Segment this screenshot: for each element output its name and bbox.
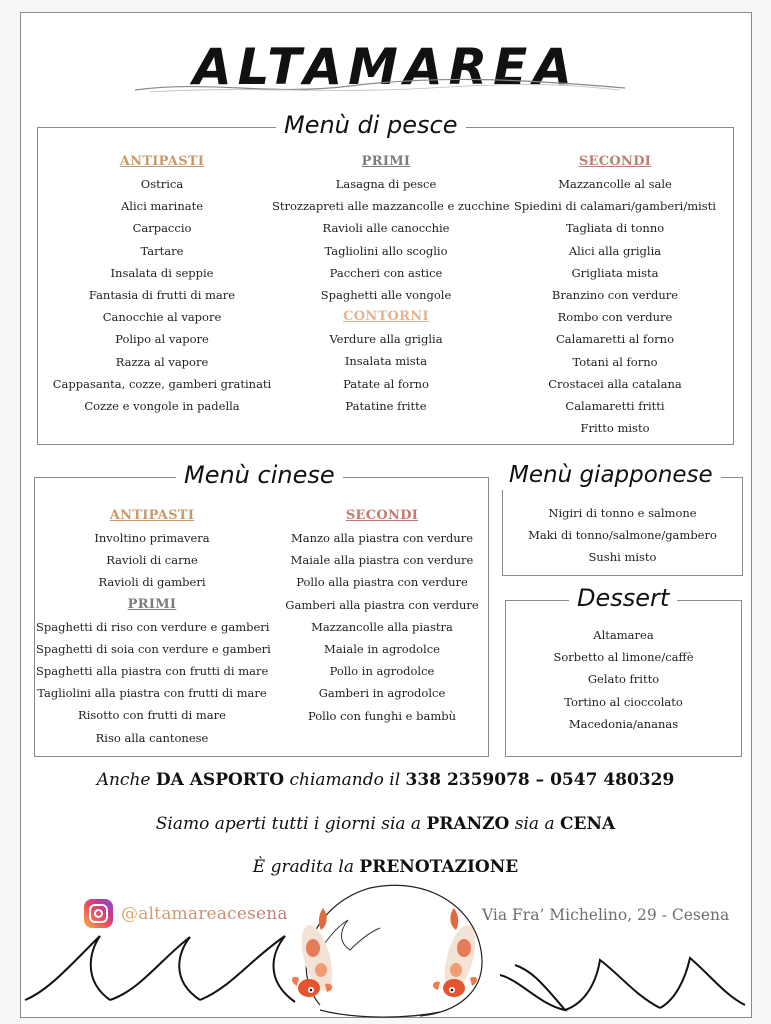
menu-item: Ravioli di gamberi xyxy=(98,575,206,590)
cinese-left-column xyxy=(36,505,271,749)
opening-dinner: CENA xyxy=(560,814,616,834)
menu-item: Nigiri di tonno e salmone xyxy=(548,506,697,520)
menu-item: Carpaccio xyxy=(132,221,192,236)
instagram-link[interactable] xyxy=(84,899,288,928)
menu-item: Polipo al vapore xyxy=(115,332,209,347)
menu-item: Patate al forno xyxy=(343,376,429,391)
menu-item: Spaghetti di riso con verdure e gamberi xyxy=(36,619,270,634)
menu-item: Sorbetto al limone/caffè xyxy=(553,650,694,665)
takeaway-mid: chiamando il xyxy=(289,770,401,790)
menu-item: Tagliata di tonno xyxy=(565,221,665,236)
booking-bold: PRENOTAZIONE xyxy=(359,857,519,877)
menu-item: Mazzancolle alla piastra xyxy=(311,619,453,634)
menu-item: Insalata mista xyxy=(344,354,428,369)
takeaway-line xyxy=(0,770,771,790)
takeaway-bold: DA ASPORTO xyxy=(155,770,285,790)
menu-item: Razza al vapore xyxy=(115,354,209,369)
menu-item: Gamberi in agrodolce xyxy=(318,686,446,701)
menu-item: Cozze e vongole in padella xyxy=(84,399,240,414)
menu-item: Insalata di seppie xyxy=(110,265,214,280)
pesce-antipasti-column xyxy=(47,151,277,417)
cinese-antipasti-heading: ANTIPASTI xyxy=(109,508,195,523)
menu-item: Calamaretti al forno xyxy=(555,332,675,347)
opening-mid: sia a xyxy=(514,814,555,834)
menu-item: Calamaretti fritti xyxy=(565,399,665,414)
menu-item: Sushi misto xyxy=(588,550,657,565)
menu-item: Gelato fritto xyxy=(587,672,660,687)
menu-item: Maiale in agrodolce xyxy=(324,642,440,657)
opening-line xyxy=(0,814,771,834)
koi-fish-right xyxy=(433,908,481,997)
cinese-secondi-heading: SECONDI xyxy=(345,508,419,523)
giapponese-column xyxy=(502,502,743,569)
menu-item: Paccheri con astice xyxy=(329,265,443,280)
menu-item: Maiale alla piastra con verdure xyxy=(290,553,474,568)
menu-item: Gamberi alla piastra con verdure xyxy=(285,597,479,612)
menu-item: Mazzancolle al sale xyxy=(558,177,672,191)
menu-item: Verdure alla griglia xyxy=(329,332,443,347)
opening-lunch: PRANZO xyxy=(426,814,510,834)
pesce-secondi-column xyxy=(505,151,725,439)
menu-item: Pollo alla piastra con verdure xyxy=(296,575,468,590)
menu-item: Lasagna di pesce xyxy=(335,177,437,191)
menu-giapponese-title: Menù giapponese xyxy=(501,460,721,490)
menu-item: Canocchie al vapore xyxy=(102,310,222,325)
menu-item: Tagliolini allo scoglio xyxy=(324,243,448,258)
menu-item: Involtino primavera xyxy=(94,531,210,545)
menu-pesce-title: Menù di pesce xyxy=(276,110,466,140)
pesce-contorni-heading: CONTORNI xyxy=(343,309,429,325)
menu-item: Spiedini di calamari/gamberi/misti xyxy=(514,199,716,214)
menu-item: Alici alla griglia xyxy=(568,243,662,258)
booking-prefix: È gradita la xyxy=(252,857,355,877)
menu-item: Spaghetti di soia con verdure e gamberi xyxy=(36,641,271,656)
cinese-primi-heading: PRIMI xyxy=(127,596,177,612)
menu-item: Riso alla cantonese xyxy=(95,730,209,745)
pesce-primi-heading: PRIMI xyxy=(361,154,411,169)
takeaway-prefix: Anche xyxy=(96,770,151,790)
menu-item: Tortino al cioccolato xyxy=(564,694,683,709)
address: Via Fra’ Michelino, 29 - Cesena xyxy=(482,906,730,924)
brand-swoosh-decoration xyxy=(130,76,630,96)
menu-item: Pollo in agrodolce xyxy=(329,664,435,679)
phone-numbers[interactable]: 338 2359078 – 0547 480329 xyxy=(405,770,675,790)
instagram-handle[interactable]: @altamareacesena xyxy=(121,903,288,924)
menu-item: Crostacei alla catalana xyxy=(548,376,682,391)
dessert-title: Dessert xyxy=(569,583,677,613)
booking-line xyxy=(0,857,771,877)
menu-item: Spaghetti alla piastra con frutti di mare xyxy=(36,664,269,679)
menu-item: Altamarea xyxy=(593,628,654,642)
menu-item: Fritto misto xyxy=(580,421,650,436)
instagram-icon xyxy=(84,899,113,928)
menu-item: Rombo con verdure xyxy=(557,310,673,325)
menu-item: Spaghetti alle vongole xyxy=(320,288,452,303)
cinese-secondi-column xyxy=(272,505,492,727)
pesce-primi-column xyxy=(272,151,510,417)
menu-item: Tartare xyxy=(140,243,184,258)
menu-item: Pollo con funghi e bambù xyxy=(307,708,457,723)
menu-item: Alici marinate xyxy=(120,199,204,214)
menu-item: Cappasanta, cozze, gamberi gratinati xyxy=(52,376,272,391)
brand-title: ALTAMAREA xyxy=(192,38,578,96)
pesce-secondi-heading: SECONDI xyxy=(578,154,652,169)
menu-item: Fantasia di frutti di mare xyxy=(88,288,236,303)
menu-item: Macedonia/ananas xyxy=(568,716,679,731)
koi-fish-left xyxy=(292,908,338,997)
menu-item: Strozzapreti alle mazzancolle e zucchine xyxy=(272,199,510,214)
dessert-column xyxy=(505,624,742,735)
menu-item: Manzo alla piastra con verdure xyxy=(290,531,474,545)
menu-item: Risotto con frutti di mare xyxy=(78,708,226,723)
menu-cinese-title: Menù cinese xyxy=(176,460,343,490)
opening-prefix: Siamo aperti tutti i giorni sia a xyxy=(155,814,422,834)
menu-item: Totani al forno xyxy=(572,354,658,369)
menu-item: Ravioli di carne xyxy=(106,553,198,568)
menu-item: Ostrica xyxy=(140,177,184,191)
menu-item: Ravioli alle canocchie xyxy=(322,221,450,236)
menu-item: Maki di tonno/salmone/gambero xyxy=(528,528,717,543)
menu-item: Tagliolini alla piastra con frutti di mare xyxy=(37,686,267,701)
menu-item: Grigliata mista xyxy=(571,265,659,280)
pesce-antipasti-heading: ANTIPASTI xyxy=(119,154,205,169)
menu-item: Patatine fritte xyxy=(345,398,427,413)
menu-item: Branzino con verdure xyxy=(551,288,679,303)
